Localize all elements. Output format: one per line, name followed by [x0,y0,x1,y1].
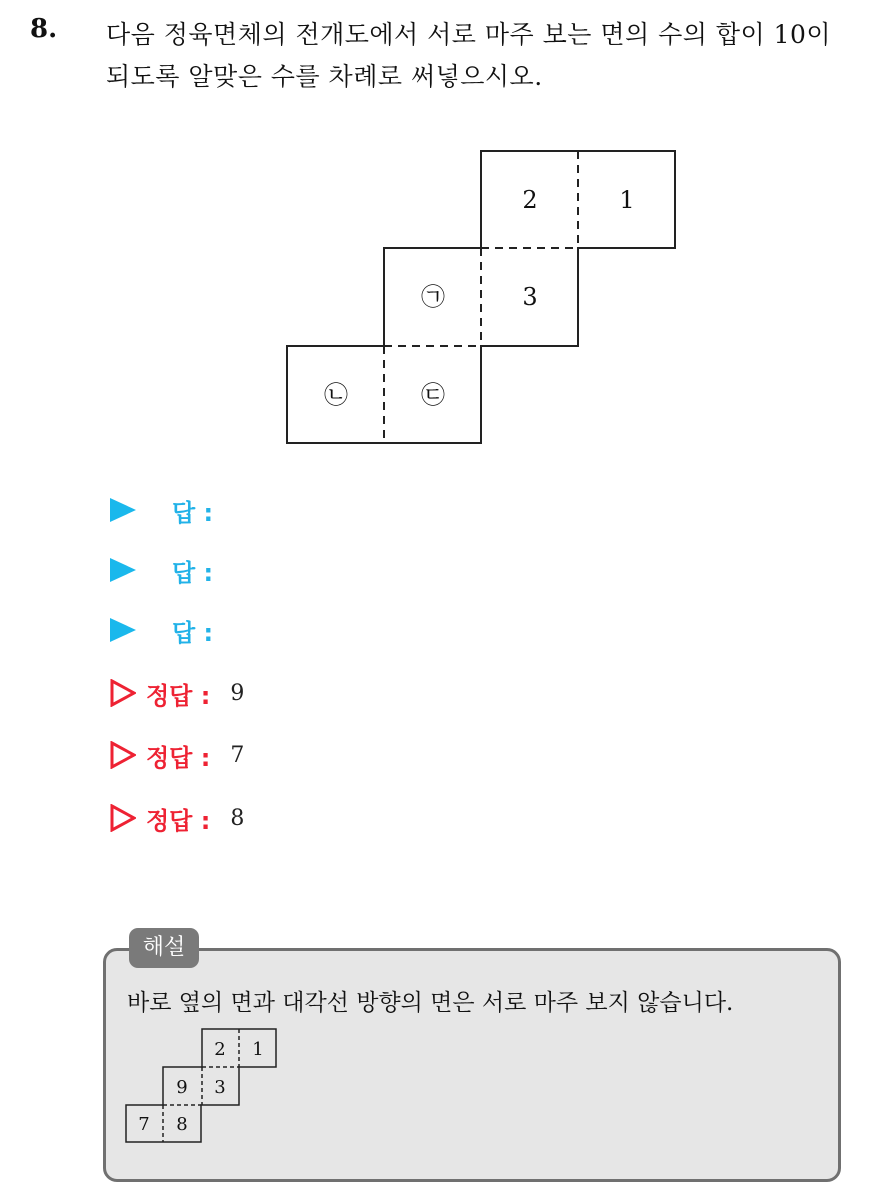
correct-answer-value: 9 [230,680,245,706]
question-text-line-2: 되도록 알맞은 수를 차례로 써넣으시오. [106,62,543,91]
question-text-line-1: 다음 정육면체의 전개도에서 서로 마주 보는 면의 수의 합이 10이 [106,20,832,49]
net-face-top-right: 1 [619,186,635,214]
answer-label: 답 : [172,618,214,647]
cube-net-diagram [0,0,884,470]
mini-net-face-middle-right: 3 [214,1077,226,1098]
correct-answer-label: 정답 : [146,806,211,835]
outline-triangle-icon [110,679,136,707]
correct-answer-label: 정답 : [146,681,211,710]
answer-row-1[interactable] [110,492,213,528]
mini-net-face-bottom-left: 7 [138,1114,150,1135]
mini-net-face-top-right: 1 [252,1039,264,1060]
answer-label: 답 : [172,558,214,587]
net-face-middle-right: 3 [522,283,538,311]
question-number: 8. [30,14,58,44]
mini-net-face-bottom-right: 8 [176,1114,188,1135]
outline-triangle-icon [110,804,136,832]
answer-row-2[interactable] [110,552,213,588]
play-triangle-icon [110,618,136,642]
net-face-middle-left: ㉠ [421,283,445,311]
answer-label: 답 : [172,498,214,527]
mini-net-face-middle-left: 9 [176,1077,188,1098]
play-triangle-icon [110,558,136,582]
explanation-tab: 해설 [129,928,199,968]
net-face-top-left: 2 [522,186,538,214]
correct-answer-label: 정답 : [146,743,211,772]
net-face-bottom-right: ㉢ [421,381,445,409]
correct-answer-row-1 [110,675,244,711]
correct-answer-value: 8 [230,805,245,831]
play-triangle-icon [110,498,136,522]
outline-triangle-icon [110,741,136,769]
correct-answer-row-3 [110,800,244,836]
net-face-bottom-left: ㉡ [324,381,348,409]
explanation-text: 바로 옆의 면과 대각선 방향의 면은 서로 마주 보지 않습니다. [127,990,734,1016]
mini-net-face-top-left: 2 [214,1039,226,1060]
answer-row-3[interactable] [110,612,213,648]
correct-answer-value: 7 [230,742,245,768]
correct-answer-row-2 [110,737,244,773]
